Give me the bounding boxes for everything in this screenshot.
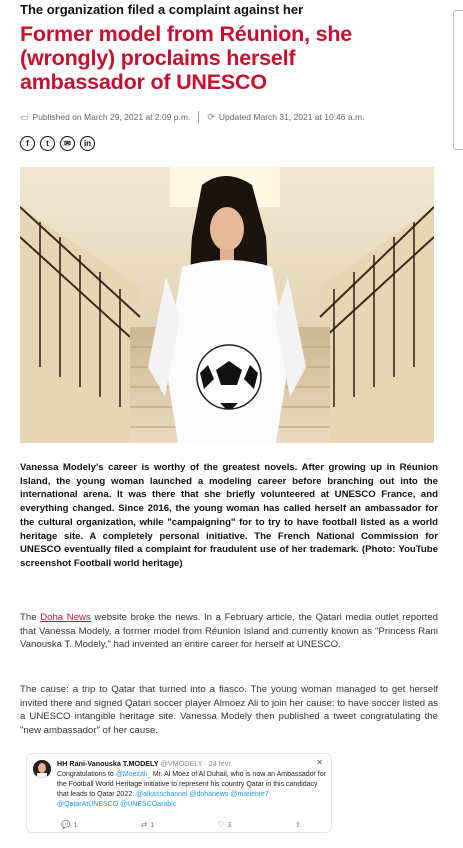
article-paragraph-2: The cause: a trip to Qatar that turned into a fiasco. The young woman managed to get herself invited there and signed Qatari soccer player Almoez Ali to join her cause: to have soccer listed as a UNESCO intangible heritage site. Vanessa Modely then published a tweet congratulating the "new ambassador" of her cause.	[20, 684, 438, 737]
meta-divider	[198, 111, 199, 123]
refresh-icon: ⟳	[207, 111, 215, 122]
tweet-text	[57, 770, 327, 810]
reply-icon: 💬	[61, 820, 71, 829]
photo-illustration	[20, 167, 434, 443]
article-headline: Former model from Réunion, she (wrongly) proclaims herself ambassador of UNESCO	[20, 22, 353, 94]
tweet-text-part-2: Mr. Al Moez of Al Duhail, who is now an Ambassador for the Football World Heritage initiative to represent his country Qatar in this candidacy that leads to Qatar 2022.	[57, 771, 326, 798]
share-tweet-action[interactable]	[295, 820, 301, 830]
tweet-author-name[interactable]: HH Rani-Vanouska T.MODELY	[57, 759, 159, 768]
tweet-text-part-1: Congratulations to	[57, 771, 116, 778]
retweet-action[interactable]	[141, 820, 154, 830]
tweet-mention[interactable]: @Moezali_	[115, 771, 151, 778]
twitter-logo-icon[interactable]: ✕	[316, 758, 323, 767]
twitter-share-icon[interactable]: t	[40, 136, 55, 151]
embedded-tweet[interactable]	[26, 753, 332, 833]
retweet-count: 1	[150, 820, 155, 829]
para1-text: website broke the news. In a February article, the Qatari media outlet reported that Vanessa Modely, a former model from Réunion Island and currently known as "Princess Rani Vanouska T. Modely," had invented an entire career for herself at UNESCO.	[20, 612, 438, 651]
para1-prefix: The	[20, 612, 41, 623]
share-icon: ⇪	[294, 820, 301, 829]
like-action[interactable]	[218, 820, 232, 830]
tweet-mentions[interactable]: @alkasschannel @dohanews @mariente7 @QatarAtUNESCO @UNESCOarabic	[57, 791, 269, 808]
facebook-share-icon[interactable]: f	[20, 136, 35, 151]
article-paragraph-1	[20, 611, 438, 652]
photo-caption: Vanessa Modely's career is worthy of the greatest novels. After growing up in Réunion Island, the young woman launched a modeling career before branching out into the international arena. It was there that she briefly volunteered at UNESCO France, and everything changed. Since 2016, the young woman has called herself an ambassador for the cultural organization, while "campaigning" for to try to have football listed as a world heritage site. A completely personal initiative. The French National Commission for UNESCO eventually filed a complaint for fraudulent use of her trademark. (Photo: YouTube screenshot Football world heritage)	[20, 462, 438, 569]
reply-count: 1	[73, 820, 78, 829]
like-count: 3	[227, 820, 232, 829]
side-panel-edge	[453, 10, 463, 150]
avatar-image	[33, 760, 51, 778]
published-date: Published on March 29, 2021 at 2:09 p.m.	[32, 112, 191, 122]
article-photo[interactable]	[20, 167, 434, 443]
email-share-icon[interactable]: ✉	[60, 136, 75, 151]
calendar-icon: ▭	[20, 111, 29, 122]
tweet-header	[57, 759, 232, 769]
share-bar	[20, 136, 95, 151]
tweet-actions	[61, 820, 301, 830]
tweet-handle-date[interactable]: @VMODELY · 24 févr.	[160, 759, 233, 768]
retweet-icon: ⇄	[140, 820, 148, 829]
doha-news-link[interactable]: Doha News	[40, 612, 91, 623]
linkedin-share-icon[interactable]: in	[80, 136, 95, 151]
heart-icon: ♡	[217, 820, 225, 829]
tweet-avatar[interactable]	[33, 760, 51, 778]
article-meta	[20, 111, 364, 123]
reply-action[interactable]	[61, 820, 78, 830]
article-kicker: The organization filed a complaint against her	[20, 2, 304, 17]
updated-date: Updated March 31, 2021 at 10:46 a.m.	[218, 112, 365, 122]
